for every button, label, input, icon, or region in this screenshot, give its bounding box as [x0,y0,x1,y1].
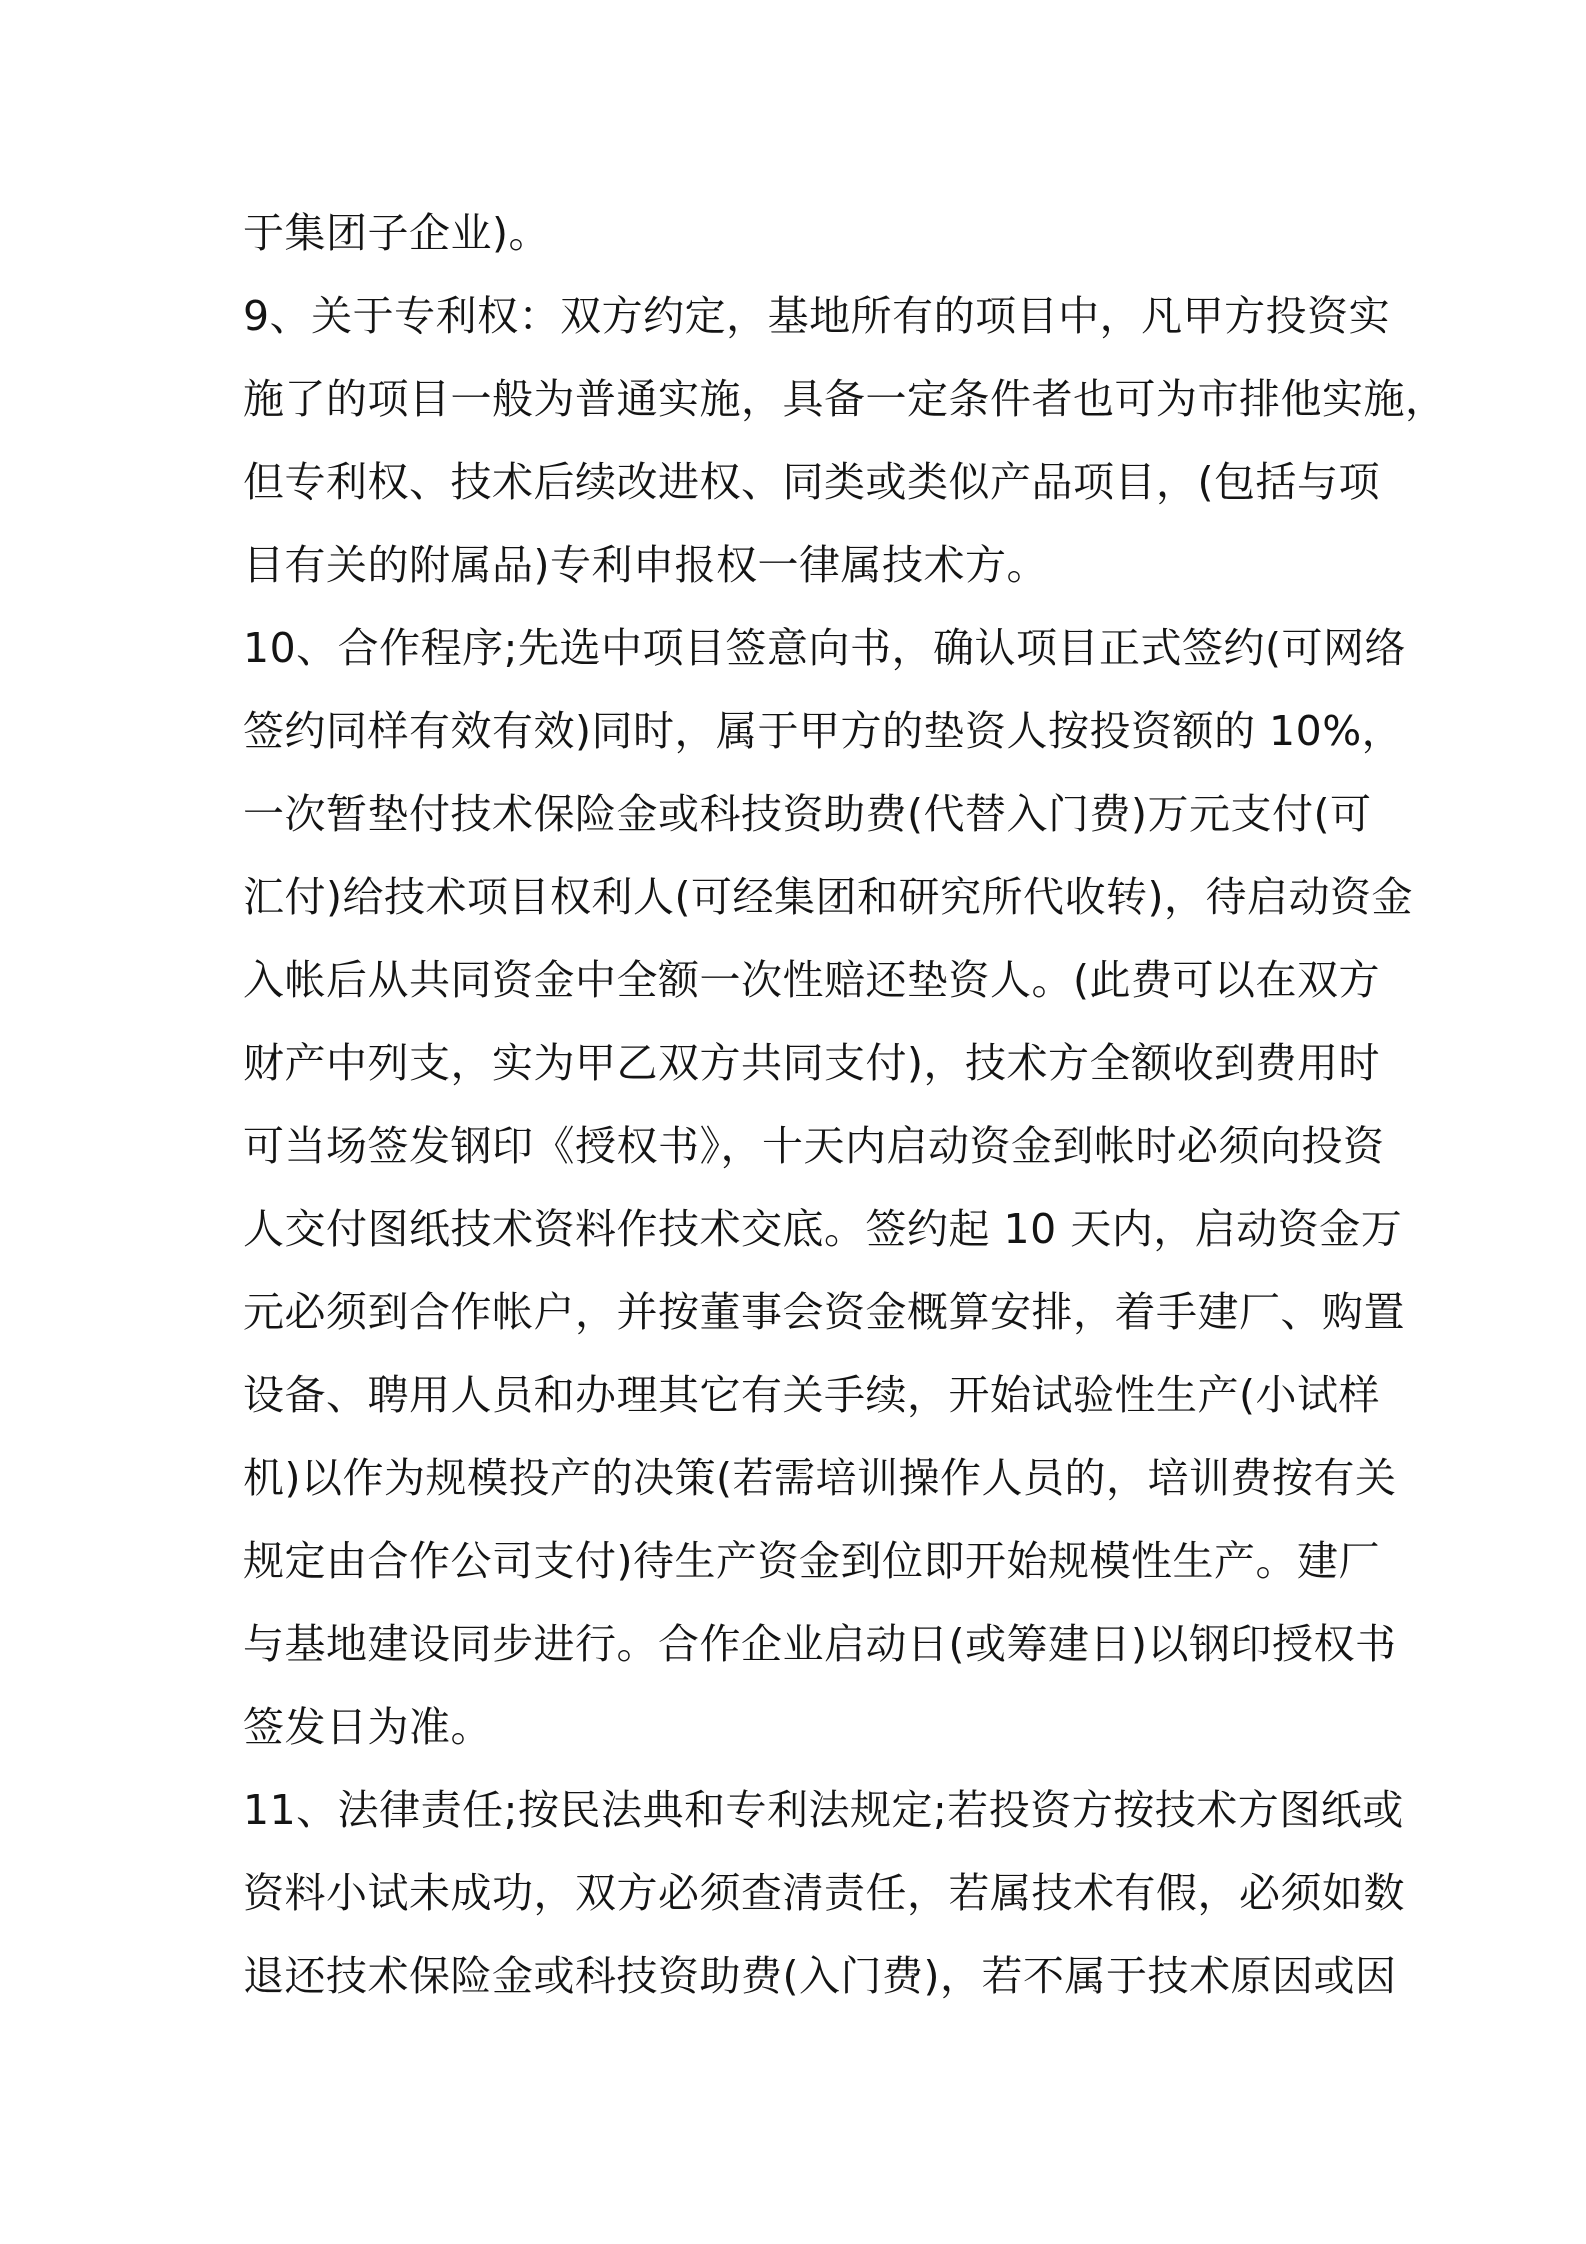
text-line: 但专利权、技术后续改进权、同类或类似产品项目，(包括与项 [243,458,1380,506]
document-body [243,192,1447,2018]
text-line: 人交付图纸技术资料作技术交底。签约起 10 天内，启动资金万 [243,1205,1403,1253]
text-line: 入帐后从共同资金中全额一次性赔还垫资人。(此费可以在双方 [243,956,1380,1004]
text-line: 资料小试未成功，双方必须查清责任，若属技术有假，必须如数 [243,1869,1405,1917]
text-line: 可当场签发钢印《授权书》，十天内启动资金到帐时必须向投资 [243,1122,1385,1170]
text-line: 元必须到合作帐户，并按董事会资金概算安排，着手建厂、购置 [243,1288,1405,1336]
text-line: 11、法律责任;按民法典和专利法规定;若投资方按技术方图纸或 [243,1786,1404,1834]
text-line: 9、关于专利权：双方约定，基地所有的项目中，凡甲方投资实 [243,292,1391,340]
text-line: 10、合作程序;先选中项目签意向书，确认项目正式签约(可网络 [243,624,1406,672]
text-line: 与基地建设同步进行。合作企业启动日(或筹建日)以钢印授权书 [243,1620,1397,1668]
text-line: 于集团子企业)。 [243,209,550,257]
text-line: 签约同样有效有效)同时，属于甲方的垫资人按投资额的 10%， [243,707,1404,755]
text-line: 机)以作为规模投产的决策(若需培训操作人员的，培训费按有关 [243,1454,1397,1502]
text-line: 签发日为准。 [243,1703,492,1751]
text-line: 财产中列支，实为甲乙双方共同支付)，技术方全额收到费用时 [243,1039,1380,1087]
text-line: 规定由合作公司支付)待生产资金到位即开始规模性生产。建厂 [243,1537,1380,1585]
text-line: 目有关的附属品)专利申报权一律属技术方。 [243,541,1048,589]
text-line: 设备、聘用人员和办理其它有关手续，开始试验性生产(小试样 [243,1371,1380,1419]
text-line: 一次暂垫付技术保险金或科技资助费(代替入门费)万元支付(可 [243,790,1372,838]
text-line: 退还技术保险金或科技资助费(入门费)，若不属于技术原因或因 [243,1952,1397,2000]
text-line: 汇付)给技术项目权利人(可经集团和研究所代收转)，待启动资金 [243,873,1413,921]
text-line: 施了的项目一般为普通实施，具备一定条件者也可为市排他实施， [243,375,1447,423]
